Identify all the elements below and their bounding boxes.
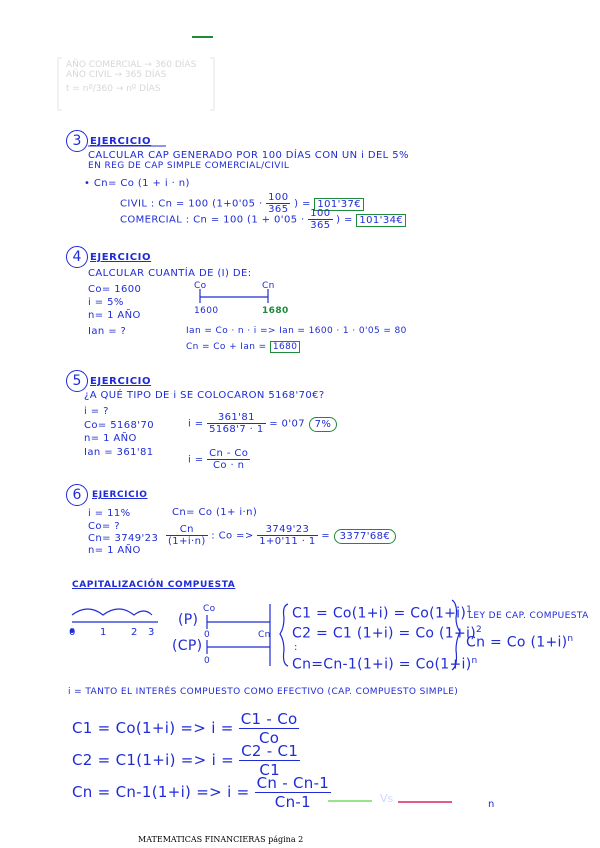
civil-fraction-den: 365	[268, 204, 289, 215]
eq-1-exp: 1	[466, 605, 473, 615]
eq-3-exp: n	[471, 656, 478, 666]
formula-1-left: C1 = Co(1+i) =>	[72, 719, 207, 737]
compuesta-title: CAPITALIZACIÓN COMPUESTA	[72, 580, 236, 590]
solve-fraction-2-den: 1+0'11 · 1	[259, 536, 316, 547]
exercise-4-ian: Ian = ?	[88, 326, 127, 337]
exercise-5-co: Co= 5168'70	[84, 420, 154, 431]
tick-2: 2	[131, 627, 138, 638]
tick-3: 3	[148, 627, 155, 638]
formula-3-left: Cn = Cn-1(1+i) =>	[72, 783, 223, 801]
exercise-4-equation-1: Ian = Co · n · i => Ian = 1600 · 1 · 0'05 = 80	[186, 326, 407, 336]
formula-1-den: Co	[258, 729, 280, 747]
equation-2-result: 1680	[270, 341, 301, 353]
exercise-6-cn: Cn= 3749'23	[88, 533, 159, 544]
ley-formula	[466, 634, 573, 651]
faded-note-line-1: AÑO COMERCIAL → 360 DÍAS	[66, 60, 197, 70]
ley-formula-exp: n	[567, 634, 574, 644]
exercise-6-formula: Cn= Co (1+ i·n)	[172, 507, 258, 518]
fraction-1-den: 5168'7 · 1	[209, 424, 264, 435]
ley-formula-text: Cn = Co (1+i)	[466, 634, 568, 651]
solve-mid: : Co =>	[211, 530, 254, 542]
exercise-4-title: EJERCICIO	[90, 252, 152, 263]
compuesta-eq-3	[292, 656, 477, 673]
fraction-1	[207, 412, 265, 435]
exercise-3-title: EJERCICIO	[90, 136, 152, 147]
exercise-6-co: Co= ?	[88, 521, 120, 532]
compuesta-eq-1	[292, 605, 472, 622]
ley-label: LEY DE CAP. COMPUESTA	[468, 611, 589, 621]
comercial-fraction	[308, 208, 332, 231]
eq-3-text: Cn=Cn-1(1+i) = Co(1+i)	[292, 656, 472, 673]
formula-1-i: i =	[211, 719, 234, 737]
compuesta-dots: :	[294, 642, 298, 653]
cp-label: (CP)	[172, 638, 203, 654]
comercial-label: COMERCIAL : Cn = 100 (1 + 0'05 ·	[120, 214, 305, 226]
solve-fraction-1-num: Cn	[166, 524, 208, 536]
cp-zero-bottom: 0	[204, 656, 211, 666]
formula-2-den: C1	[259, 761, 280, 779]
exercise-5-n: n= 1 AÑO	[84, 433, 137, 444]
formula-1-num: C1 - Co	[240, 710, 298, 728]
fraction-2-num: Cn - Co	[209, 448, 249, 459]
exercise-6-i: i = 11%	[88, 508, 131, 519]
fraction-1-answer: 7%	[309, 417, 338, 432]
exercise-3-comercial: COMERCIAL : Cn = 100 (1 + 0'05 · $\frac{100}{365}$ ) = 101'34€	[120, 208, 406, 231]
i-equals: i =	[188, 418, 204, 430]
exercise-5-number: 5	[66, 370, 88, 392]
exercise-3-number: 3	[66, 130, 88, 152]
page-footer: MATEMATICAS FINANCIERAS página 2	[138, 835, 304, 844]
faded-vs: Vs	[380, 792, 394, 805]
exercise-5-fraction-1	[188, 412, 337, 435]
eq-2-exp: 2	[475, 625, 483, 635]
exercise-5-question: ¿A QUÉ TIPO DE i SE COLOCARON 5168'70€?	[84, 390, 325, 401]
formula-3-i: i =	[227, 783, 250, 801]
fraction-2-den: Co · n	[213, 460, 245, 471]
timeline-co: Co	[194, 281, 207, 291]
exercise-5-title: EJERCICIO	[90, 376, 152, 387]
fraction-1-result: = 0'07	[269, 418, 305, 430]
tick-1: 1	[100, 627, 107, 638]
solve-fraction-1-den: (1+i·n)	[168, 536, 206, 547]
cp-cn: Cn	[258, 630, 271, 640]
exercise-3-statement-2: EN REG DE CAP SIMPLE COMERCIAL/CIVIL	[88, 161, 290, 171]
exercise-6-number: 6	[66, 484, 88, 506]
exercise-4-n: n= 1 AÑO	[88, 310, 141, 321]
tick-0: 0	[69, 627, 76, 638]
exercise-6-n: n= 1 AÑO	[88, 545, 141, 556]
exercise-6-title: EJERCICIO	[92, 490, 148, 500]
eq-2-text: C2 = C1 (1+i) = Co (1+i)	[292, 625, 476, 642]
comercial-fraction-den: 365	[310, 220, 331, 231]
exercise-3-statement-1: CALCULAR CAP GENERADO POR 100 DÍAS CON UN i DEL 5%	[88, 150, 409, 161]
compuesta-formula-3	[72, 774, 331, 811]
compuesta-note: i = TANTO EL INTERÉS COMPUESTO COMO EFECTIVO (CAP. COMPUESTO SIMPLE)	[68, 687, 459, 697]
exercise-5-fraction-2	[188, 448, 250, 471]
exercise-4-i: i = 5%	[88, 297, 124, 308]
comercial-result: 101'34€	[356, 214, 406, 227]
solve-fraction-1	[166, 524, 208, 547]
civil-result: 101'37€	[314, 198, 364, 211]
equation-2-label: Cn = Co + Ian =	[186, 342, 267, 352]
timeline-1600: 1600	[194, 306, 219, 316]
exercise-4-number: 4	[66, 246, 88, 268]
faded-note-line-3: t = nº/360 → nº DÍAS	[66, 84, 161, 94]
faded-note-line-2: AÑO CIVIL → 365 DÍAS	[66, 70, 167, 80]
formula-3-fraction	[255, 774, 332, 811]
fraction-1-num: 361'81	[207, 412, 265, 424]
faded-n: n	[488, 799, 495, 810]
formula-2-num: C2 - C1	[241, 742, 299, 760]
comercial-fraction-num: 100	[310, 208, 331, 219]
formula-2-left: C2 = C1(1+i) =>	[72, 751, 207, 769]
exercise-6-solve: $\frac{Cn}{(1+i\cdot n)}$ : Co => $\frac{3749'23}{1+0'11 \cdot 1}$ = 3377'68€	[166, 524, 396, 547]
eq-1-text: C1 = Co(1+i) = Co(1+i)	[292, 605, 467, 622]
exercise-4-co: Co= 1600	[88, 284, 142, 295]
civil-fraction-num: 100	[268, 192, 289, 203]
formula-3-num: Cn - Cn-1	[256, 774, 330, 792]
exercise-5-i: i = ?	[84, 406, 109, 417]
i-equals-2: i =	[188, 454, 204, 466]
fraction-2	[207, 448, 250, 471]
solve-fraction-2	[257, 524, 317, 547]
p-label: (P)	[178, 612, 199, 628]
exercise-3-civil: CIVIL : Cn = 100 (1+0'05 · $\frac{100}{365}$ ) = 101'37€	[120, 192, 364, 215]
timeline-1680: 1680	[262, 306, 289, 316]
exercise-5-ian: Ian = 361'81	[84, 447, 154, 458]
civil-label: CIVIL : Cn = 100 (1+0'05 ·	[120, 198, 263, 210]
solve-result: 3377'68€	[334, 529, 397, 544]
exercise-4-equation-2	[186, 342, 300, 352]
timeline-cn: Cn	[262, 281, 275, 291]
exercise-3-formula: • Cn= Co (1 + i · n)	[84, 178, 190, 189]
exercise-4-statement: CALCULAR CUANTÍA DE (I) DE:	[88, 268, 252, 279]
compuesta-eq-2	[292, 625, 482, 642]
formula-2-i: i =	[211, 751, 235, 769]
p-co: Co	[203, 604, 216, 614]
cp-zero-top: 0	[204, 630, 211, 640]
solve-fraction-2-num: 3749'23	[257, 524, 317, 536]
formula-3-den: Cn-1	[274, 793, 311, 811]
